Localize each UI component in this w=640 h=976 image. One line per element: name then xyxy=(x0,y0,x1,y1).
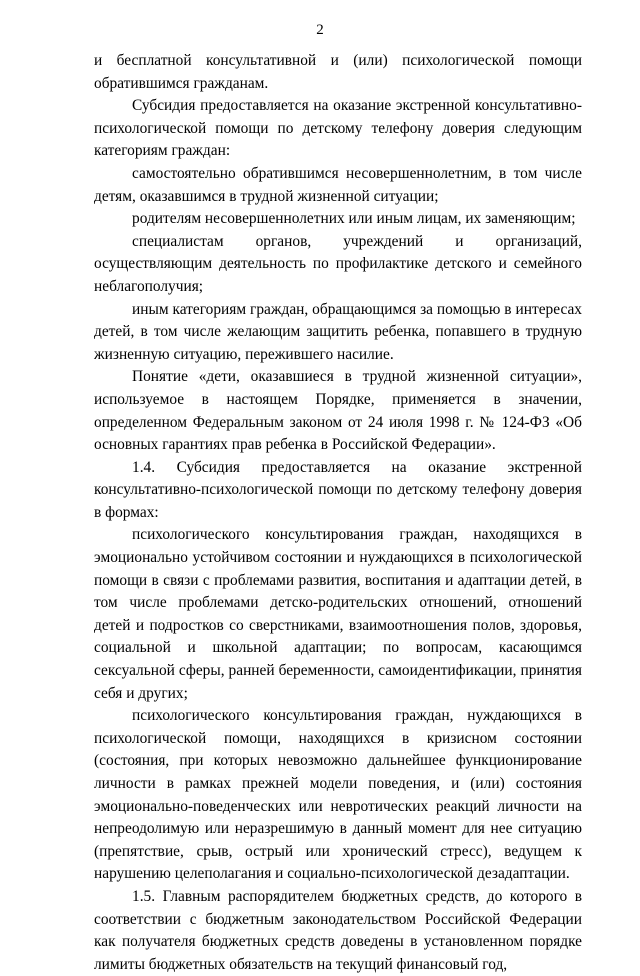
paragraph-minors: самостоятельно обратившимся несовершеннолетним, в том числе детям, оказавшимся в трудной жизненной ситуации; xyxy=(94,164,582,205)
paragraph-other-citizens: иным категориям граждан, обращающимся за помощью в интересах детей, в том числе желающим защитить ребенка, попавшего в трудную жизненную ситуацию, пережившего насилие. xyxy=(94,300,582,363)
paragraph-continuation: и бесплатной консультативной и (или) психологической помощи обратившимся гражданам. xyxy=(94,52,582,92)
paragraph-consulting-stable: психологического консультирования граждан, находящихся в эмоционально устойчивом состоянии и нуждающихся в психологической помощи в связи с проблемами развития, воспитания и адаптации детей, в том числе проблемами детско-родительских отношений, отношений детей и подростков со сверстниками, взаимоотношения полов, здоровья, социальной и школьной адаптации; по вопросам, касающимся сексуальной сферы, ранней беременности, самоидентификации, принятия себя и других; xyxy=(94,526,582,702)
page-number: 2 xyxy=(316,22,324,38)
paragraph-subsidy-categories: Субсидия предоставляется на оказание экстренной консультативно-психологической помощи по детскому телефону доверия следующим категориям граждан: xyxy=(94,97,582,160)
paragraph-parents: родителям несовершеннолетних или иным лицам, их заменяющим; xyxy=(132,210,576,228)
paragraph-specialists: специалистам органов, учреждений и организаций, осуществляющим деятельность по профилактике детского и семейного неблагополучия; xyxy=(94,232,582,295)
paragraph-definition: Понятие «дети, оказавшиеся в трудной жизненной ситуации», используемое в настоящем Порядке, применяется в значении, определенном Федеральным законом от 24 июля 1998 г. № 124-ФЗ «Об основных гарантиях прав ребенка в Российской Федерации». xyxy=(94,368,582,454)
paragraph-section-1-5: 1.5. Главным распорядителем бюджетных средств, до которого в соответствии с бюджетным законодательством Российской Федерации как получателя бюджетных средств доведены в установленном порядке лимиты бюджетных обязательств на текущий финансовый год, xyxy=(94,887,582,973)
paragraph-section-1-4: 1.4. Субсидия предоставляется на оказание экстренной консультативно-психологической помощи по детскому телефону доверия в формах: xyxy=(94,458,582,521)
paragraph-consulting-crisis: психологического консультирования граждан, нуждающихся в психологической помощи, находящихся в кризисном состоянии (состояния, при которых невозможно дальнейшее функционирование личности в рамках прежней модели поведения, и (или) состояния эмоционально-поведенческих или невротических реакций личности на непреодолимую или неразрешимую в данный момент для нее ситуацию (препятствие, срыв, острый или хронический стресс), ведущем к нарушению целеполагания и социально-психологической дезадаптации. xyxy=(94,707,582,883)
body-text xyxy=(94,50,582,976)
